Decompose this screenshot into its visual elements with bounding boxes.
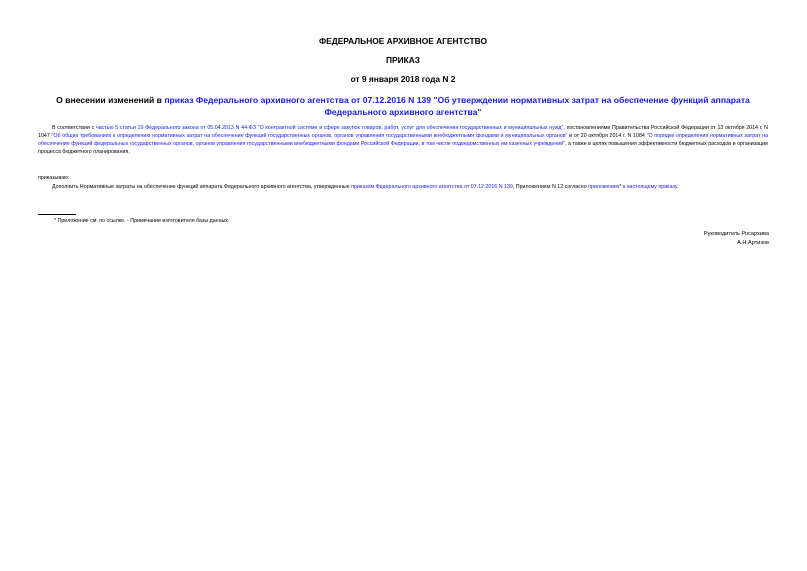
appendix-link[interactable]: приложению* к настоящему приказу [588,184,677,190]
footnote: * Приложение см. по ссылке. - Примечание изготовителя базы данных. [54,218,230,224]
preamble-paragraph [38,124,768,156]
agency-name: ФЕДЕРАЛЬНОЕ АРХИВНОЕ АГЕНТСТВО [319,36,487,46]
order-text-1: Дополнить Нормативные затраты на обеспечение функций аппарата Федерального архивного агентства, утвержденные [52,184,352,190]
signatory-name: А.Н.Артизов [737,240,769,246]
preamble-text-1: В соответствии с [52,125,96,131]
preamble-text-2: , постановлениями Правительства Российской Федерации от 13 октября 2014 г. N 1047 [38,125,768,140]
order-text-3: . [676,184,679,190]
subject-prefix: О внесении изменений в [56,95,165,105]
document-date: от 9 января 2018 года N 2 [350,74,456,84]
document-type: ПРИКАЗ [385,55,421,65]
subject-link[interactable]: приказ Федерального архивного агентства от 07.12.2016 N 139 "Об утверждении нормативных затрат на обеспечение функций аппарата Федерального архивного агентства" [164,95,750,117]
preamble-text-3: и от 20 октября 2014 г. N 1084 [567,133,647,140]
document-subject [38,94,768,118]
order-word: приказываю: [38,175,70,181]
preamble-text-4: , а также в целях повышения эффективности бюджетных расходов и организации процесса бюджетного планирования, [38,141,768,156]
order-text-2: , Приложением N 12 согласно [512,184,589,190]
law-44fz-link[interactable]: частью 5 статьи 19 Федерального закона от 05.04.2013 N 44-ФЗ "О контрактной системе в сфере закупок товаров, работ, услуг для обеспечения государственных и муниципальных нужд" [95,125,564,131]
footnote-divider [38,214,76,215]
resolution-1084-link[interactable]: "О порядке определения нормативных затрат на обеспечение функций федеральных государственных органов, органов управления государственными внебюджетными фондами Российской Федерации, в том числе подведомственных им казенных учреждений" [38,133,768,148]
resolution-1047-link[interactable]: "Об общих требованиях к определению нормативных затрат на обеспечение функций государственных органов, органов управления государственными внебюджетными фондами и муниципальных органов" [51,133,568,140]
order-139-link[interactable]: приказом Федерального архивного агентства от 07.12.2016 N 139 [351,184,513,190]
signatory-role: Руководитель Росархива [703,231,769,237]
order-paragraph [38,183,768,191]
